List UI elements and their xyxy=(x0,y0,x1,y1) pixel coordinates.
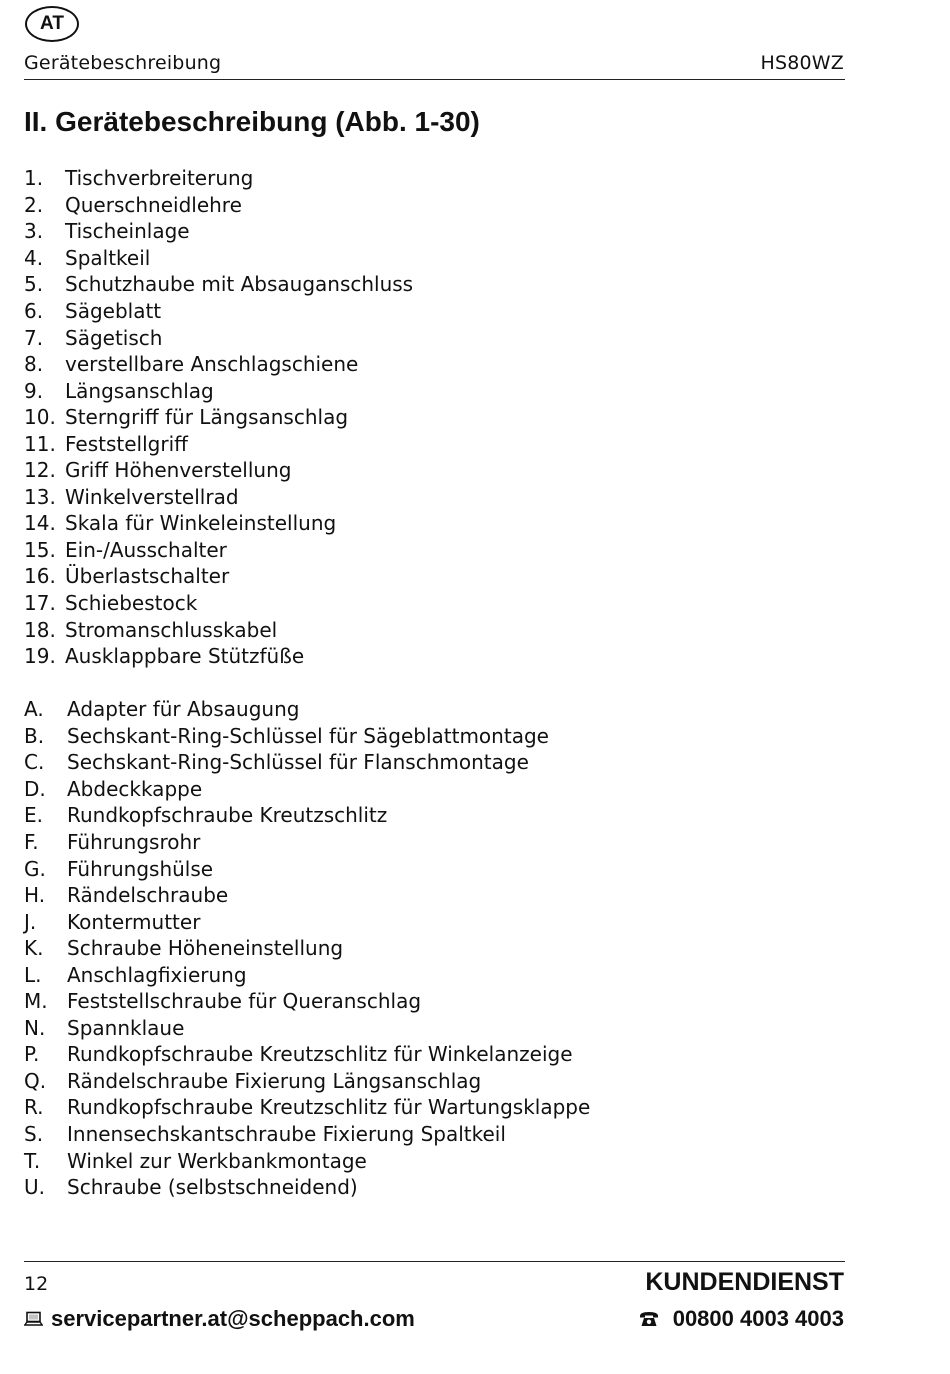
list-item-number: 6. xyxy=(24,299,44,323)
list-item-label: Führungsrohr xyxy=(67,830,201,854)
list-item-label: Ausklappbare Stützfüße xyxy=(65,644,305,669)
list-item-number: 10. xyxy=(24,405,56,430)
list-item-label: Schutzhaube mit Absauganschluss xyxy=(65,272,414,297)
numbered-parts-list xyxy=(24,165,413,669)
list-item xyxy=(24,882,590,909)
list-item xyxy=(24,590,413,617)
list-item-label: Feststellschraube für Queranschlag xyxy=(67,989,422,1014)
list-item xyxy=(24,537,413,564)
list-item xyxy=(24,377,413,404)
list-item xyxy=(24,351,413,378)
list-item-number: R. xyxy=(24,1095,44,1120)
page-title: II. Gerätebeschreibung (Abb. 1-30) xyxy=(24,106,480,137)
list-item-label: Rundkopfschraube Kreutzschlitz für Winkelanzeige xyxy=(67,1042,573,1067)
header-section-title: Gerätebeschreibung xyxy=(24,52,222,74)
list-item-number: L. xyxy=(24,962,42,987)
list-item-label: Feststellgriff xyxy=(65,431,188,456)
list-item-label: Adapter für Absaugung xyxy=(67,697,300,722)
list-item-number: 1. xyxy=(24,166,44,191)
list-item-label: Sägetisch xyxy=(65,325,163,350)
list-item-number: 11. xyxy=(24,431,56,456)
phone-number[interactable]: 00800 4003 4003 xyxy=(672,1306,844,1331)
list-item xyxy=(24,1068,590,1095)
list-item xyxy=(24,510,413,537)
list-item-label: Rändelschraube Fixierung Längsanschlag xyxy=(67,1068,482,1093)
list-item-number: 9. xyxy=(24,378,44,403)
list-item xyxy=(24,1041,590,1068)
list-item-number: T. xyxy=(24,1148,41,1173)
list-item xyxy=(24,616,413,643)
list-item xyxy=(24,457,413,484)
list-item-label: Schraube Höheneinstellung xyxy=(67,936,344,961)
list-item xyxy=(24,988,590,1015)
service-title: KUNDENDIENST xyxy=(645,1268,844,1296)
list-item-label: Tischverbreiterung xyxy=(65,166,254,191)
list-item-number: 2. xyxy=(24,192,44,217)
list-item-number: 7. xyxy=(24,325,44,350)
list-item-label: Sechskant-Ring-Schlüssel für Sägeblattmontage xyxy=(67,723,549,748)
list-item-label: Querschneidlehre xyxy=(65,192,242,217)
list-item-number: 12. xyxy=(24,458,56,483)
list-item-number: Q. xyxy=(24,1068,47,1093)
list-item xyxy=(24,855,590,882)
phone-contact xyxy=(639,1306,844,1332)
list-item-number: C. xyxy=(24,750,45,775)
list-item xyxy=(24,961,590,988)
list-item-label: Rundkopfschraube Kreutzschlitz für Wartungsklappe xyxy=(67,1095,591,1120)
list-item xyxy=(24,749,590,776)
list-item xyxy=(24,1147,590,1174)
list-item xyxy=(24,829,590,856)
email-contact xyxy=(24,1306,415,1332)
list-item-label: Skala für Winkeleinstellung xyxy=(65,511,337,536)
country-badge xyxy=(25,6,79,42)
list-item-label: Schraube (selbstschneidend) xyxy=(67,1175,358,1200)
list-item-label: Sterngriff für Längsanschlag xyxy=(65,405,349,430)
list-item-number: 5. xyxy=(24,272,44,297)
list-item xyxy=(24,1174,590,1201)
list-item xyxy=(24,192,413,219)
page-number: 12 xyxy=(24,1273,49,1295)
list-item-label: Griff Höhenverstellung xyxy=(65,458,292,483)
list-item-number: 15. xyxy=(24,537,56,562)
list-item-number: F. xyxy=(24,830,39,854)
list-item xyxy=(24,563,413,590)
list-item xyxy=(24,802,590,829)
list-item xyxy=(24,165,413,192)
list-item-number: 16. xyxy=(24,564,56,589)
list-item-label: Längsanschlag xyxy=(65,378,214,403)
list-item xyxy=(24,218,413,245)
email-link[interactable]: servicepartner.at@scheppach.com xyxy=(51,1306,415,1331)
list-item xyxy=(24,723,590,750)
list-item xyxy=(24,908,590,935)
list-item-number: P. xyxy=(24,1042,40,1067)
list-item-label: verstellbare Anschlagschiene xyxy=(65,352,359,377)
list-item-number: A. xyxy=(24,697,44,722)
list-item-label: Innensechskantschraube Fixierung Spaltkeil xyxy=(67,1122,506,1147)
list-item-number: S. xyxy=(24,1122,44,1147)
list-item-label: Stromanschlusskabel xyxy=(65,617,278,642)
list-item-number: K. xyxy=(24,936,44,961)
list-item-number: 8. xyxy=(24,352,44,377)
list-item-label: Spannklaue xyxy=(67,1015,185,1040)
list-item xyxy=(24,271,413,298)
list-item xyxy=(24,245,413,272)
list-item-label: Anschlagfixierung xyxy=(67,962,247,987)
list-item-number: 19. xyxy=(24,644,56,669)
list-item-number: M. xyxy=(24,989,48,1014)
list-item-label: Winkelverstellrad xyxy=(65,484,239,509)
country-badge-label: AT xyxy=(40,13,64,34)
list-item-number: E. xyxy=(24,803,43,828)
list-item-label: Spaltkeil xyxy=(65,245,151,270)
list-item-number: D. xyxy=(24,776,46,801)
list-item-number: 3. xyxy=(24,219,44,244)
list-item-label: Ein-/Ausschalter xyxy=(65,537,227,562)
list-item xyxy=(24,643,413,670)
list-item-label: Sägeblatt xyxy=(65,299,162,323)
header-model: HS80WZ xyxy=(760,52,844,74)
list-item-label: Abdeckkappe xyxy=(67,776,203,801)
list-item-number: N. xyxy=(24,1015,46,1040)
list-item xyxy=(24,484,413,511)
list-item-number: 13. xyxy=(24,484,56,509)
list-item-number: H. xyxy=(24,883,46,908)
list-item xyxy=(24,1015,590,1042)
list-item xyxy=(24,298,413,325)
list-item-label: Rändelschraube xyxy=(67,883,229,908)
list-item xyxy=(24,404,413,431)
list-item xyxy=(24,935,590,962)
list-item-number: J. xyxy=(24,909,37,934)
header-divider xyxy=(24,79,845,80)
list-item-label: Rundkopfschraube Kreutzschlitz xyxy=(67,803,388,828)
lettered-parts-list xyxy=(24,696,590,1200)
list-item-number: 4. xyxy=(24,245,44,270)
list-item-label: Tischeinlage xyxy=(65,219,190,244)
list-item-label: Sechskant-Ring-Schlüssel für Flanschmontage xyxy=(67,750,529,775)
list-item-number: U. xyxy=(24,1175,45,1200)
list-item-number: B. xyxy=(24,723,45,748)
list-item-label: Überlastschalter xyxy=(65,564,230,589)
list-item xyxy=(24,324,413,351)
list-item-number: 14. xyxy=(24,511,56,536)
list-item xyxy=(24,1094,590,1121)
list-item-number: 17. xyxy=(24,591,56,616)
list-item xyxy=(24,776,590,803)
list-item-label: Schiebestock xyxy=(65,591,198,616)
list-item-label: Winkel zur Werkbankmontage xyxy=(67,1148,367,1173)
footer-divider xyxy=(24,1261,845,1262)
list-item-number: G. xyxy=(24,856,46,881)
laptop-icon xyxy=(24,1311,43,1327)
list-item xyxy=(24,696,590,723)
list-item xyxy=(24,1121,590,1148)
list-item xyxy=(24,430,413,457)
list-item-label: Führungshülse xyxy=(67,856,214,881)
telephone-icon xyxy=(639,1311,659,1327)
list-item-number: 18. xyxy=(24,617,56,642)
list-item-label: Kontermutter xyxy=(67,909,201,934)
